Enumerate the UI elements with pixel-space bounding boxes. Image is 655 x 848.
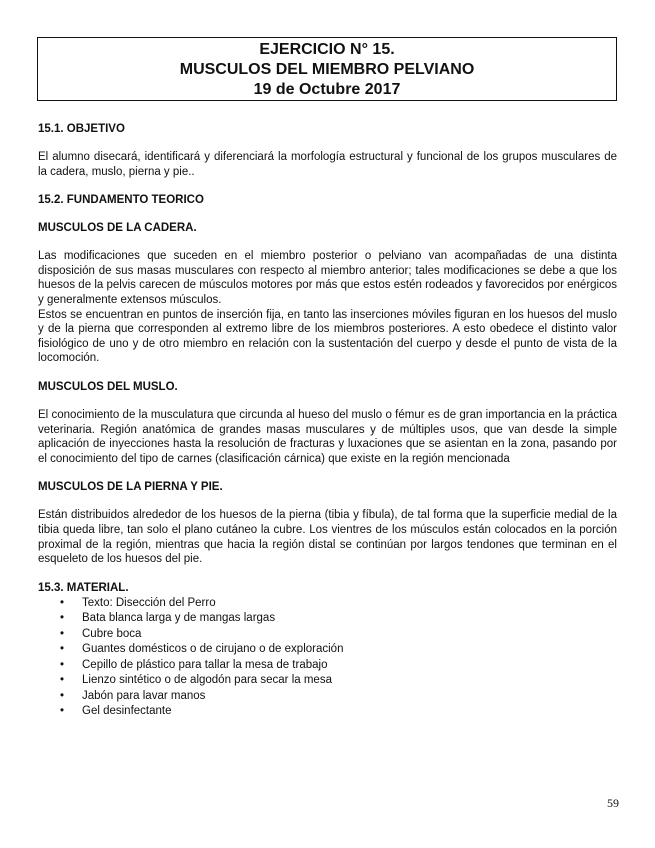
exercise-title: MUSCULOS DEL MIEMBRO PELVIANO xyxy=(179,61,475,78)
exercise-number: EJERCICIO N° 15. xyxy=(259,41,395,58)
section-heading-fundamento: 15.2. FUNDAMENTO TEORICO xyxy=(38,194,204,207)
title-box xyxy=(37,37,617,101)
bullet-icon: • xyxy=(60,689,65,702)
list-item: • Gel desinfectante xyxy=(38,704,617,720)
list-item: • Cepillo de plástico para tallar la mesa de trabajo xyxy=(38,658,617,674)
list-item: • Lienzo sintético o de algodón para secar la mesa xyxy=(38,673,617,689)
list-item: • Cubre boca xyxy=(38,627,617,643)
document-body xyxy=(38,122,617,720)
exercise-date: 19 de Octubre 2017 xyxy=(253,81,401,98)
subheading-cadera: MUSCULOS DE LA CADERA. xyxy=(38,222,197,235)
list-item: • Bata blanca larga y de mangas largas xyxy=(38,611,617,627)
subheading-pierna: MUSCULOS DE LA PIERNA Y PIE. xyxy=(38,481,223,494)
page-number: 59 xyxy=(607,796,619,810)
cadera-paragraph-1: Las modificaciones que suceden en el miembro posterior o pelviano van acompañadas de una distinta disposición de sus masas musculares con respecto al miembro anterior; tales modificaciones se debe a que los huesos de la pelvis carecen de músculos motores por más que estos estén rodeados y favorecidos por enérgicos y generalmente extensos músculos. xyxy=(38,250,617,306)
list-item: • Jabón para lavar manos xyxy=(38,689,617,705)
section-heading-material: 15.3. MATERIAL. xyxy=(38,581,129,594)
bullet-icon: • xyxy=(60,596,65,609)
muslo-paragraph: El conocimiento de la musculatura que circunda al hueso del muslo o fémur es de gran importancia en la práctica veterinaria. Región anatómica de grandes masas musculares y de múltiples usos, que van desde la simple aplicación de inyecciones hasta la resolución de fracturas y luxaciones que se asientan en la zona, pasando por el conocimiento del tipo de carnes (clasificación cárnica) que existe en la región mencionada xyxy=(38,408,617,465)
pierna-paragraph: Están distribuidos alrededor de los huesos de la pierna (tibia y fíbula), de tal forma que la superficie medial de la tibia queda libre, tan solo el plano cutáneo la cubre. Los vientres de los músculos están colocados en la porción proximal de la región, mientras que hacia la región distal se continúan por largos tendones que terminan en el esqueleto de los huesos del pie. xyxy=(38,509,617,566)
list-item: • Texto: Disección del Perro xyxy=(38,596,617,612)
objetivo-paragraph: El alumno disecará, identificará y diferenciará la morfología estructural y funcional de los grupos musculares de la cadera, muslo, pierna y pie.. xyxy=(38,151,617,178)
section-heading-objetivo: 15.1. OBJETIVO xyxy=(38,123,125,135)
cadera-paragraph-2: Estos se encuentran en puntos de inserción fija, en tanto las inserciones móviles figuran en los huesos del muslo y de la pierna que corresponden al extremo libre de los miembros posteriores. A esto obedece el distinto valor fisiológico de uno y de otro miembro en relación con la sustentación del cuerpo y desde el punto de vista de la locomoción. xyxy=(38,308,617,365)
list-item: • Guantes domésticos o de cirujano o de exploración xyxy=(38,642,617,658)
bullet-icon: • xyxy=(60,674,65,687)
bullet-icon: • xyxy=(60,658,65,671)
bullet-icon: • xyxy=(60,627,65,640)
material-list xyxy=(38,596,617,720)
subheading-muslo: MUSCULOS DEL MUSLO. xyxy=(38,380,178,393)
bullet-icon: • xyxy=(60,643,65,656)
bullet-icon: • xyxy=(60,612,65,625)
bullet-icon: • xyxy=(60,705,65,718)
